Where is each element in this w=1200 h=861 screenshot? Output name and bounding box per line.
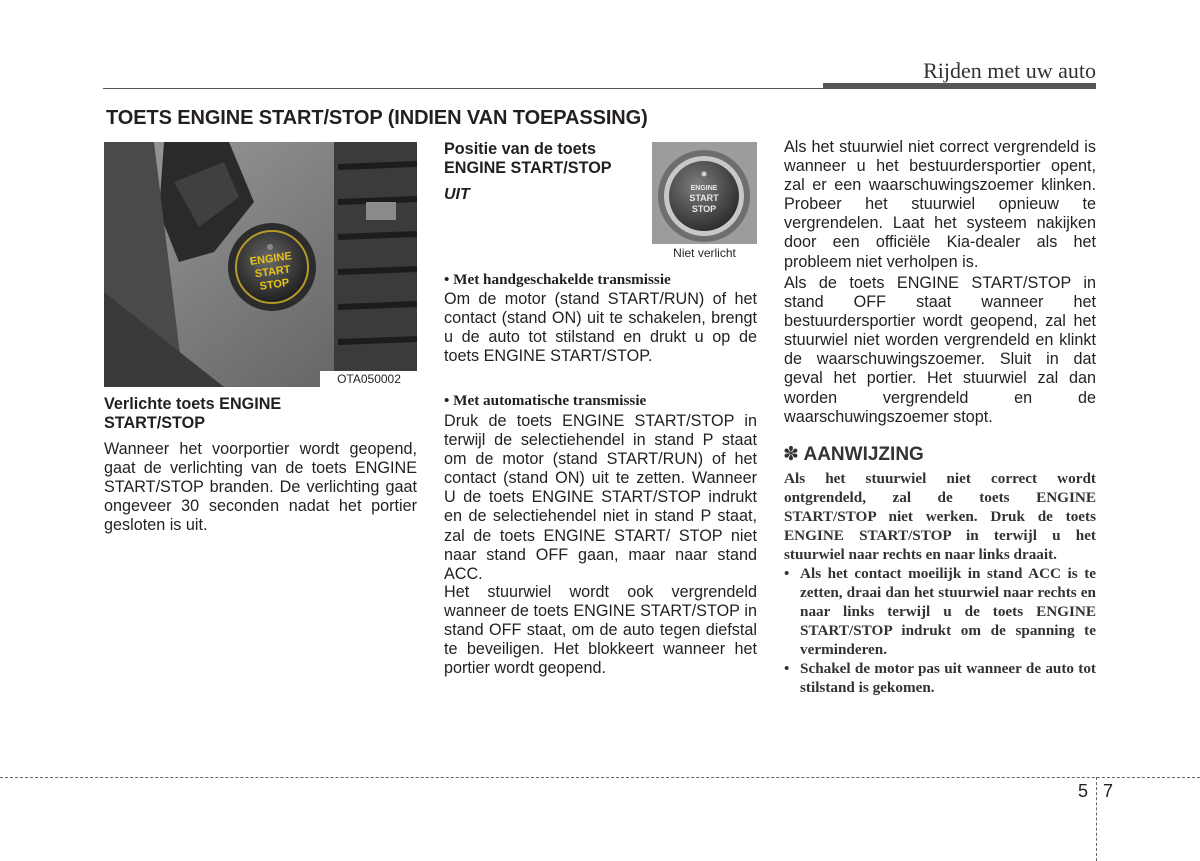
note-title: ✽ AANWIJZING [783,444,924,465]
manual-transmission-title: • Met handgeschakelde transmissie [444,271,671,288]
automatic-transmission-text: Druk de toets ENGINE START/STOP in terwijl de selectiehendel in stand P staat om de motor (stand START/RUN) of het contact (stand ON) uit te zetten. Wanneer U de toets ENGINE START/STOP indrukt en de selectiehendel niet in stand P staat, zal de toets ENGINE START/ STOP niet naar stand OFF gaan, maar naar stand ACC. [444,412,757,583]
illuminated-button-paragraph: Wanneer het voorportier wordt geopend, gaat de verlichting van de toets ENGINE START/STOP branden. De verlichting gaat ongeveer 30 seconden nadat het portier gesloten is uit. [104,440,417,535]
note-bullet [784,659,1096,697]
heading-line: Positie van de toets [444,140,597,158]
header-rule [103,88,825,89]
manual-transmission-text: Om de motor (stand START/RUN) of het contact (stand ON) uit te schakelen, brengt u de auto tot stilstand en drukt u op de toets ENGINE START/STOP. [444,290,757,366]
bullet-marker: • [784,565,790,582]
photo-button-label-engine: ENGINE [249,250,293,268]
heading-line: ENGINE START/STOP [444,159,612,178]
button-label-stop: STOP [691,204,717,214]
steering-lock-text: Het stuurwiel wordt ook vergrendeld wanneer de toets ENGINE START/STOP in stand OFF staat, om de auto tegen diefstal te beveiligen. Het blokkeert wanneer het portier wordt geopend. [444,583,757,678]
note-bullet [784,564,1096,659]
steering-warning-paragraph: Als het stuurwiel niet correct vergrendeld is wanneer u het bestuurdersportier opent, zal er een waarschuwingszoemer klinken. Probeer het stuurwiel opnieuw te vergrendelen. Laat het systeem nakijken door een officiële Kia-dealer als het probleem niet verholpen is. [784,138,1096,271]
dashboard-illustration [104,142,417,387]
button-label-start: START [689,193,719,203]
dashboard-photo [104,142,417,387]
automatic-transmission-title: • Met automatische transmissie [444,392,647,409]
off-position-label: UIT [444,186,470,203]
heading-line: START/STOP [104,414,206,433]
button-position-heading [444,140,649,178]
section-number: 5 [1078,781,1089,801]
bullet-text: Schakel de motor pas uit wanneer de auto tot stilstand is gekomen. [800,660,1096,696]
bullet-marker: • [784,660,790,677]
section-title: TOETS ENGINE START/STOP (INDIEN VAN TOEPASSING) [106,107,648,129]
note-paragraph: Als het stuurwiel niet correct wordt ontgrendeld, zal de toets ENGINE START/STOP niet werken. Druk de toets ENGINE START/STOP in terwijl u het stuurwiel naar rechts en naar links draait. [784,470,1096,563]
heading-line: Verlichte toets ENGINE [104,395,282,413]
button-label-engine: ENGINE [690,185,718,192]
start-stop-button-illustration [652,142,757,244]
header-rule-accent [823,83,1096,89]
off-position-paragraph: Als de toets ENGINE START/STOP in stand OFF staat wanneer het bestuurdersportier wordt geopend, zal het stuurwiel niet worden vergrendeld en klinkt de waarschuwingszoemer. Sluit in dat geval het portier. Het stuurwiel zal dan worden vergrendeld en de waarschuwingszoemer stopt. [784,274,1096,426]
footer-divider [1096,777,1097,861]
illuminated-button-heading [104,395,417,433]
note-box [784,469,1096,697]
photo-button-label-start: START [254,263,292,281]
start-stop-button-photo [652,142,757,244]
photo-caption: OTA050002 [320,371,418,388]
page-number: 7 [1103,781,1114,801]
running-header-title: Rijden met uw auto [923,58,1096,83]
button-caption: Niet verlicht [652,244,757,264]
footer-rule [0,777,1200,778]
bullet-text: Als het contact moeilijk in stand ACC is te zetten, draai dan het stuurwiel naar rechts en naar links terwijl u de toets ENGINE START/STOP indrukt om de spanning te verminderen. [800,565,1096,658]
photo-button-label-stop: STOP [258,276,291,293]
